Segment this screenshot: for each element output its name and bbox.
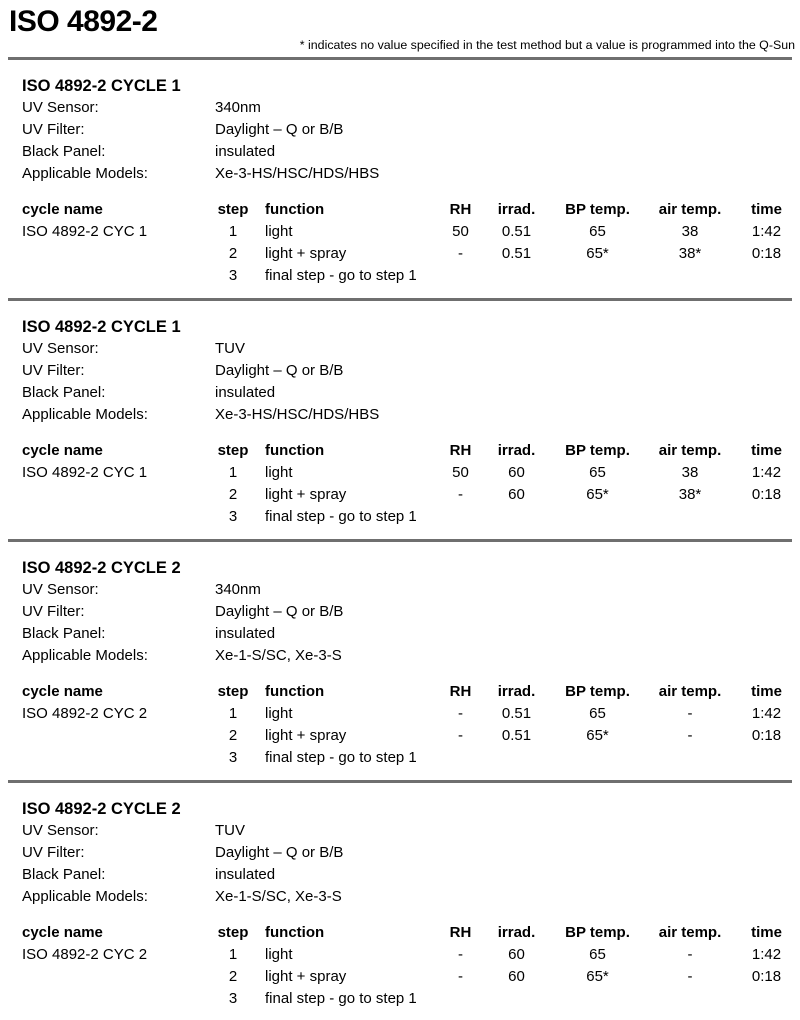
table-row — [22, 703, 798, 725]
cell-time — [735, 747, 798, 769]
col-header-rh: RH — [449, 201, 472, 218]
cell-air-temp: - — [687, 727, 693, 744]
table-row — [22, 944, 798, 966]
spec-row-uv-filter — [22, 842, 800, 864]
spec-row-applicable-models — [22, 404, 800, 426]
spec-row-black-panel — [22, 864, 800, 886]
spec-label-uv-sensor: UV Sensor: — [22, 99, 99, 116]
cell-rh — [438, 747, 483, 769]
cell-irrad: 60 — [508, 968, 525, 985]
section-heading: ISO 4892-2 CYCLE 2 — [22, 559, 181, 577]
cell-rh: 50 — [452, 464, 469, 481]
cycle-table — [22, 922, 798, 1010]
table-header-row — [22, 199, 798, 221]
cell-step: 2 — [228, 486, 238, 503]
col-header-irrad: irrad. — [497, 924, 536, 941]
spec-list — [22, 820, 800, 908]
col-header-time: time — [751, 924, 782, 941]
cell-irrad — [483, 265, 550, 287]
cycle-section — [0, 301, 800, 542]
cell-step: 1 — [228, 223, 238, 240]
cell-rh: - — [458, 727, 463, 744]
spec-list — [22, 97, 800, 185]
cell-rh — [438, 506, 483, 528]
table-row — [22, 221, 798, 243]
cell-step: 2 — [228, 245, 238, 262]
spec-label-black-panel: Black Panel: — [22, 384, 106, 401]
cell-rh: - — [458, 245, 463, 262]
cell-air-temp: 38* — [678, 486, 702, 503]
cell-bp-temp — [550, 747, 645, 769]
cell-cycle-name — [22, 966, 215, 988]
spec-label-uv-filter: UV Filter: — [22, 362, 85, 379]
cell-step: 2 — [228, 727, 238, 744]
cell-function: final step - go to step 1 — [265, 990, 417, 1007]
spec-value-black-panel: insulated — [215, 866, 276, 883]
col-header-cycle-name: cycle name — [22, 201, 103, 218]
col-header-air-temp: air temp. — [658, 924, 722, 941]
cell-air-temp: - — [687, 705, 693, 722]
cell-bp-temp: 65 — [589, 946, 606, 963]
cell-bp-temp: 65 — [589, 464, 606, 481]
cycle-table — [22, 440, 798, 528]
cell-function: light — [265, 464, 293, 481]
section-heading: ISO 4892-2 CYCLE 1 — [22, 77, 181, 95]
document-header — [0, 5, 800, 60]
cell-cycle-name — [22, 988, 215, 1010]
cell-irrad — [483, 506, 550, 528]
footnote-legend: * indicates no value specified in the test method but a value is programmed into the Q-Sun — [299, 38, 795, 52]
cell-bp-temp: 65* — [586, 486, 609, 503]
spec-value-uv-filter: Daylight – Q or B/B — [215, 603, 344, 620]
cell-air-temp: 38 — [681, 223, 699, 240]
col-header-bp-temp: BP temp. — [565, 683, 630, 700]
table-row — [22, 988, 798, 1010]
spec-row-black-panel — [22, 141, 800, 163]
cell-step: 1 — [228, 705, 238, 722]
spec-label-applicable-models: Applicable Models: — [22, 406, 148, 423]
cell-step: 2 — [228, 968, 238, 985]
table-header-row — [22, 922, 798, 944]
col-header-step: step — [217, 924, 249, 941]
cell-step: 1 — [228, 464, 238, 481]
cell-time: 1:42 — [751, 223, 782, 240]
col-header-function: function — [265, 924, 325, 941]
col-header-air-temp: air temp. — [658, 683, 722, 700]
spec-list — [22, 338, 800, 426]
cell-function: light — [265, 223, 293, 240]
col-header-time: time — [751, 683, 782, 700]
cell-rh: - — [458, 968, 463, 985]
cell-irrad: 60 — [508, 486, 525, 503]
col-header-cycle-name: cycle name — [22, 442, 103, 459]
page — [0, 5, 800, 1010]
cell-step: 3 — [228, 508, 238, 525]
cell-time: 1:42 — [751, 464, 782, 481]
cell-air-temp: - — [687, 968, 693, 985]
cell-function: final step - go to step 1 — [265, 267, 417, 284]
spec-row-applicable-models — [22, 645, 800, 667]
cell-time: 0:18 — [751, 727, 782, 744]
cell-cycle-name — [22, 265, 215, 287]
cell-irrad: 60 — [508, 464, 525, 481]
spec-value-black-panel: insulated — [215, 143, 276, 160]
spec-label-uv-filter: UV Filter: — [22, 121, 85, 138]
sections-container — [0, 60, 800, 1010]
spec-list — [22, 579, 800, 667]
col-header-rh: RH — [449, 683, 472, 700]
spec-value-applicable-models: Xe-3-HS/HSC/HDS/HBS — [215, 406, 380, 423]
spec-label-uv-sensor: UV Sensor: — [22, 340, 99, 357]
col-header-air-temp: air temp. — [658, 442, 722, 459]
col-header-irrad: irrad. — [497, 201, 536, 218]
col-header-bp-temp: BP temp. — [565, 201, 630, 218]
cell-air-temp — [645, 506, 735, 528]
cell-irrad: 0.51 — [501, 705, 532, 722]
spec-row-uv-filter — [22, 360, 800, 382]
spec-label-uv-sensor: UV Sensor: — [22, 581, 99, 598]
cell-step: 3 — [228, 990, 238, 1007]
spec-value-applicable-models: Xe-3-HS/HSC/HDS/HBS — [215, 165, 380, 182]
cell-rh: - — [458, 946, 463, 963]
section-heading: ISO 4892-2 CYCLE 2 — [22, 800, 181, 818]
cell-function: light + spray — [265, 968, 347, 985]
spec-row-black-panel — [22, 623, 800, 645]
cell-air-temp — [645, 747, 735, 769]
page-title: ISO 4892-2 — [9, 5, 158, 38]
cell-irrad — [483, 988, 550, 1010]
cell-irrad: 0.51 — [501, 245, 532, 262]
col-header-cycle-name: cycle name — [22, 924, 103, 941]
col-header-bp-temp: BP temp. — [565, 442, 630, 459]
cell-air-temp: - — [687, 946, 693, 963]
cell-rh: 50 — [452, 223, 469, 240]
cell-cycle-name: ISO 4892-2 CYC 2 — [22, 946, 148, 963]
cycle-section — [0, 542, 800, 783]
cell-bp-temp: 65 — [589, 223, 606, 240]
cell-step: 3 — [228, 267, 238, 284]
col-header-step: step — [217, 442, 249, 459]
cell-rh — [438, 988, 483, 1010]
cycle-section — [0, 60, 800, 301]
spec-value-black-panel: insulated — [215, 625, 276, 642]
cell-air-temp: 38* — [678, 245, 702, 262]
cell-irrad: 60 — [508, 946, 525, 963]
spec-row-applicable-models — [22, 163, 800, 185]
col-header-bp-temp: BP temp. — [565, 924, 630, 941]
spec-label-black-panel: Black Panel: — [22, 866, 106, 883]
spec-value-uv-filter: Daylight – Q or B/B — [215, 362, 344, 379]
section-heading: ISO 4892-2 CYCLE 1 — [22, 318, 181, 336]
cell-cycle-name — [22, 747, 215, 769]
cell-bp-temp — [550, 265, 645, 287]
col-header-step: step — [217, 683, 249, 700]
spec-label-uv-sensor: UV Sensor: — [22, 822, 99, 839]
cell-cycle-name: ISO 4892-2 CYC 1 — [22, 223, 148, 240]
cell-bp-temp: 65* — [586, 968, 609, 985]
table-row — [22, 462, 798, 484]
spec-row-uv-sensor — [22, 97, 800, 119]
cell-bp-temp — [550, 506, 645, 528]
cell-irrad — [483, 747, 550, 769]
col-header-rh: RH — [449, 924, 472, 941]
cell-rh — [438, 265, 483, 287]
spec-row-uv-sensor — [22, 579, 800, 601]
cell-function: light — [265, 705, 293, 722]
col-header-irrad: irrad. — [497, 442, 536, 459]
spec-value-applicable-models: Xe-1-S/SC, Xe-3-S — [215, 888, 342, 905]
table-row — [22, 725, 798, 747]
cell-irrad: 0.51 — [501, 223, 532, 240]
cell-function: light + spray — [265, 727, 347, 744]
cell-air-temp — [645, 265, 735, 287]
table-row — [22, 747, 798, 769]
spec-value-uv-sensor: 340nm — [215, 581, 261, 598]
cell-time — [735, 988, 798, 1010]
cell-cycle-name: ISO 4892-2 CYC 2 — [22, 705, 148, 722]
spec-value-uv-sensor: TUV — [215, 340, 245, 357]
spec-row-applicable-models — [22, 886, 800, 908]
col-header-air-temp: air temp. — [658, 201, 722, 218]
cell-step: 1 — [228, 946, 238, 963]
cell-function: light + spray — [265, 245, 347, 262]
spec-value-black-panel: insulated — [215, 384, 276, 401]
col-header-function: function — [265, 683, 325, 700]
spec-label-applicable-models: Applicable Models: — [22, 888, 148, 905]
spec-label-uv-filter: UV Filter: — [22, 603, 85, 620]
cell-bp-temp: 65* — [586, 727, 609, 744]
spec-value-uv-sensor: TUV — [215, 822, 245, 839]
cell-air-temp: 38 — [681, 464, 699, 481]
cell-function: light — [265, 946, 293, 963]
spec-value-applicable-models: Xe-1-S/SC, Xe-3-S — [215, 647, 342, 664]
spec-row-uv-sensor — [22, 338, 800, 360]
cell-rh: - — [458, 705, 463, 722]
cell-cycle-name — [22, 484, 215, 506]
cell-time: 1:42 — [751, 705, 782, 722]
cell-function: light + spray — [265, 486, 347, 503]
cell-function: final step - go to step 1 — [265, 749, 417, 766]
table-header-row — [22, 440, 798, 462]
col-header-rh: RH — [449, 442, 472, 459]
cycle-table — [22, 681, 798, 769]
table-row — [22, 966, 798, 988]
cell-cycle-name: ISO 4892-2 CYC 1 — [22, 464, 148, 481]
cell-rh: - — [458, 486, 463, 503]
spec-label-uv-filter: UV Filter: — [22, 844, 85, 861]
cell-time: 0:18 — [751, 245, 782, 262]
spec-value-uv-filter: Daylight – Q or B/B — [215, 121, 344, 138]
spec-value-uv-filter: Daylight – Q or B/B — [215, 844, 344, 861]
table-row — [22, 243, 798, 265]
cell-bp-temp — [550, 988, 645, 1010]
cell-time — [735, 506, 798, 528]
table-row — [22, 265, 798, 287]
table-row — [22, 484, 798, 506]
table-row — [22, 506, 798, 528]
cell-time: 0:18 — [751, 486, 782, 503]
cell-time: 0:18 — [751, 968, 782, 985]
table-header-row — [22, 681, 798, 703]
cell-cycle-name — [22, 725, 215, 747]
cell-cycle-name — [22, 243, 215, 265]
spec-row-uv-filter — [22, 601, 800, 623]
cell-function: final step - go to step 1 — [265, 508, 417, 525]
spec-row-uv-sensor — [22, 820, 800, 842]
cell-step: 3 — [228, 749, 238, 766]
spec-label-black-panel: Black Panel: — [22, 625, 106, 642]
spec-value-uv-sensor: 340nm — [215, 99, 261, 116]
col-header-cycle-name: cycle name — [22, 683, 103, 700]
col-header-step: step — [217, 201, 249, 218]
spec-row-uv-filter — [22, 119, 800, 141]
cycle-section — [0, 783, 800, 1010]
cell-air-temp — [645, 988, 735, 1010]
cell-time: 1:42 — [751, 946, 782, 963]
col-header-function: function — [265, 201, 325, 218]
col-header-time: time — [751, 442, 782, 459]
cell-time — [735, 265, 798, 287]
spec-label-black-panel: Black Panel: — [22, 143, 106, 160]
cycle-table — [22, 199, 798, 287]
cell-bp-temp: 65 — [589, 705, 606, 722]
col-header-time: time — [751, 201, 782, 218]
col-header-function: function — [265, 442, 325, 459]
cell-bp-temp: 65* — [586, 245, 609, 262]
spec-row-black-panel — [22, 382, 800, 404]
cell-irrad: 0.51 — [501, 727, 532, 744]
spec-label-applicable-models: Applicable Models: — [22, 165, 148, 182]
col-header-irrad: irrad. — [497, 683, 536, 700]
spec-label-applicable-models: Applicable Models: — [22, 647, 148, 664]
cell-cycle-name — [22, 506, 215, 528]
